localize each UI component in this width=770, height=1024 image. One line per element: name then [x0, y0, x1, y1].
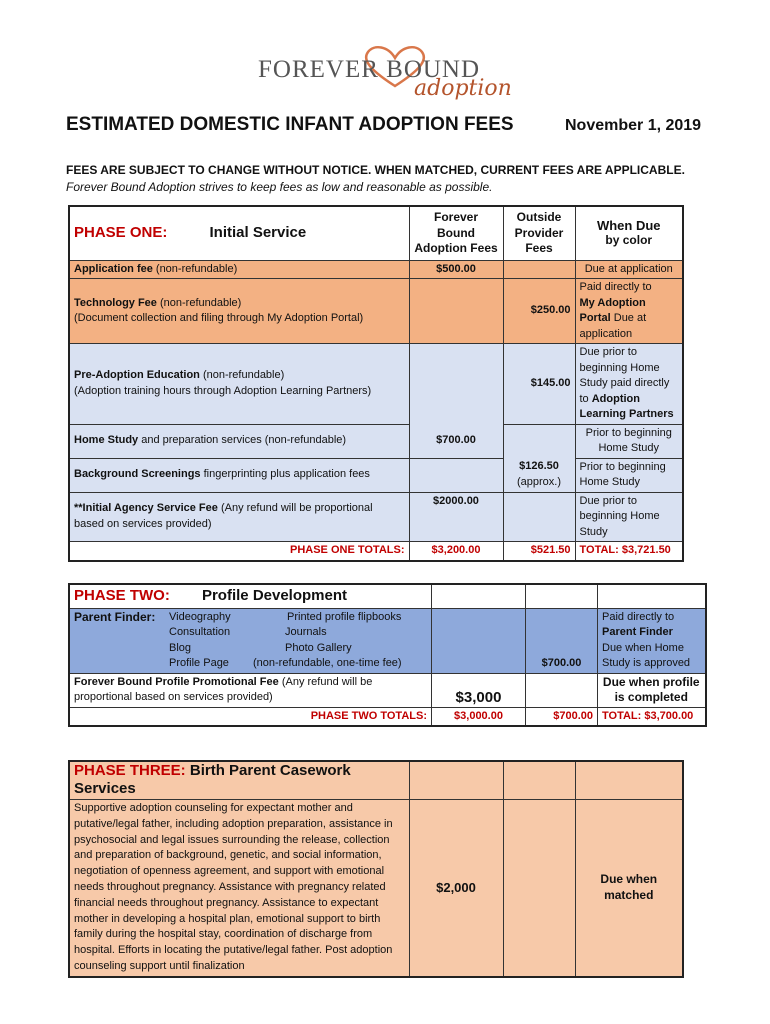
forever-bound-logo [252, 44, 522, 106]
home-study-due: Prior to beginning Home Study [575, 424, 683, 458]
phase-one-label: PHASE ONE: [74, 223, 168, 241]
table-row [69, 800, 683, 977]
education-fee-amount: $145.00 [503, 344, 575, 425]
table-row [69, 424, 683, 458]
application-fee-desc: Application fee (non-refundable) [69, 260, 409, 279]
application-fee-due: Due at application [575, 260, 683, 279]
parent-finder-label: Parent Finder: [74, 609, 156, 624]
table-row [69, 260, 683, 279]
phase-two-totals-row [69, 707, 706, 726]
header-when-due-title: When Due [596, 217, 661, 233]
service-fee-amount: $2000.00 [409, 492, 503, 542]
phase-two-total-outside: $700.00 [526, 707, 598, 726]
table-row [69, 458, 683, 492]
phase-two-totals-label: PHASE TWO TOTALS: [69, 707, 432, 726]
phase-two-table [68, 583, 707, 727]
phase-two-name: Profile Development [201, 586, 348, 604]
phase-three-label: PHASE THREE: [74, 762, 186, 779]
casework-amount: $2,000 [409, 800, 503, 977]
phase-one-grand-total: TOTAL: $3,721.50 [575, 542, 683, 561]
table-row [69, 279, 683, 344]
fee-notice: FEES ARE SUBJECT TO CHANGE WITHOUT NOTICE. WHEN MATCHED, CURRENT FEES ARE APPLICABLE. [66, 163, 685, 177]
home-study-amount: $700.00 [409, 424, 503, 458]
table-row [69, 608, 706, 673]
phase-one-name: Initial Service [209, 223, 307, 241]
header-when-due [575, 206, 683, 260]
parent-finder-desc: Parent Finder: Videography Printed profile flipbooks Consultation Journals Blog Photo Gallery Profile Page (non-refundable, one-time fee) [69, 608, 432, 673]
phase-two-label: PHASE TWO: [74, 586, 170, 604]
phase-three-table [68, 760, 684, 978]
page-title: ESTIMATED DOMESTIC INFANT ADOPTION FEES [66, 114, 514, 135]
phase-three-heading [69, 761, 409, 800]
phase-two-total-fba: $3,000.00 [432, 707, 526, 726]
header-outside-fees: Outside Provider Fees [503, 206, 575, 260]
phase-two-heading [69, 584, 432, 608]
promo-fee-amount: $3,000 [432, 673, 526, 707]
application-fee-amount: $500.00 [409, 260, 503, 279]
home-study-desc: Home Study and preparation services (non-refundable) [69, 424, 409, 458]
casework-desc: Supportive adoption counseling for expectant mother and putative/legal father, including adoption preparation, assistance in psychosocial and legal issues surrounding the release, collection and preparation of background, genetic, and social information, negotiation of openness agreement, and support with emotional needs throughout pregnancy. Assistance with pregnancy related financial needs throughout pregnancy. Assistance to expectant mother in developing a hospital plan, emotional support to birth family during the hospital stay, coordination of discharge from hospital. Efforts in locating the putative/legal father. Post adoption counseling support until finalization [69, 800, 409, 977]
background-screening-amount: $126.50 (approx.) [503, 458, 575, 492]
promo-fee-due: Due when profile is completed [598, 673, 706, 707]
table-row [69, 492, 683, 542]
logo-wordmark: FOREVER BOUND [258, 56, 481, 83]
education-fee-desc: Pre-Adoption Education (non-refundable) (Adoption training hours through Adoption Learning Partners) [69, 344, 409, 425]
header-when-due-sub: by color [605, 233, 653, 248]
background-screening-due: Prior to beginning Home Study [575, 458, 683, 492]
phase-one-total-fba: $3,200.00 [409, 542, 503, 561]
phase-one-totals-label: PHASE ONE TOTALS: [69, 542, 409, 561]
phase-one-totals-row [69, 542, 683, 561]
background-screening-desc: Background Screenings fingerprinting plus application fees [69, 458, 409, 492]
phase-one-total-outside: $521.50 [503, 542, 575, 561]
page-date: November 1, 2019 [565, 117, 702, 134]
technology-fee-amount: $250.00 [503, 279, 575, 344]
phase-two-grand-total: TOTAL: $3,700.00 [598, 707, 706, 726]
phase-one-heading [69, 206, 409, 260]
service-fee-due: Due prior to beginning Home Study [575, 492, 683, 542]
logo-tagline: adoption [414, 76, 512, 101]
education-fee-due: Due prior to beginning Home Study paid directly to Adoption Learning Partners [575, 344, 683, 425]
promo-fee-desc: Forever Bound Profile Promotional Fee (Any refund will be proportional based on services provided) [69, 673, 432, 707]
parent-finder-due: Paid directly to Parent Finder Due when Home Study is approved [598, 608, 706, 673]
fee-notice-italic: Forever Bound Adoption strives to keep fees as low and reasonable as possible. [66, 180, 493, 194]
parent-finder-amount: $700.00 [526, 608, 598, 673]
service-fee-desc: **Initial Agency Service Fee (Any refund will be proportional based on services provided) [69, 492, 409, 542]
phase-three-name: Birth Parent Casework Services [74, 762, 351, 797]
technology-fee-desc: Technology Fee (non-refundable) (Document collection and filing through My Adoption Portal) [69, 279, 409, 344]
casework-due: Due when matched [575, 800, 683, 977]
phase-one-table [68, 205, 684, 562]
table-row [69, 673, 706, 707]
technology-fee-due: Paid directly to My Adoption Portal Due at application [575, 279, 683, 344]
header-fba-fees: Forever Bound Adoption Fees [409, 206, 503, 260]
table-row [69, 344, 683, 425]
